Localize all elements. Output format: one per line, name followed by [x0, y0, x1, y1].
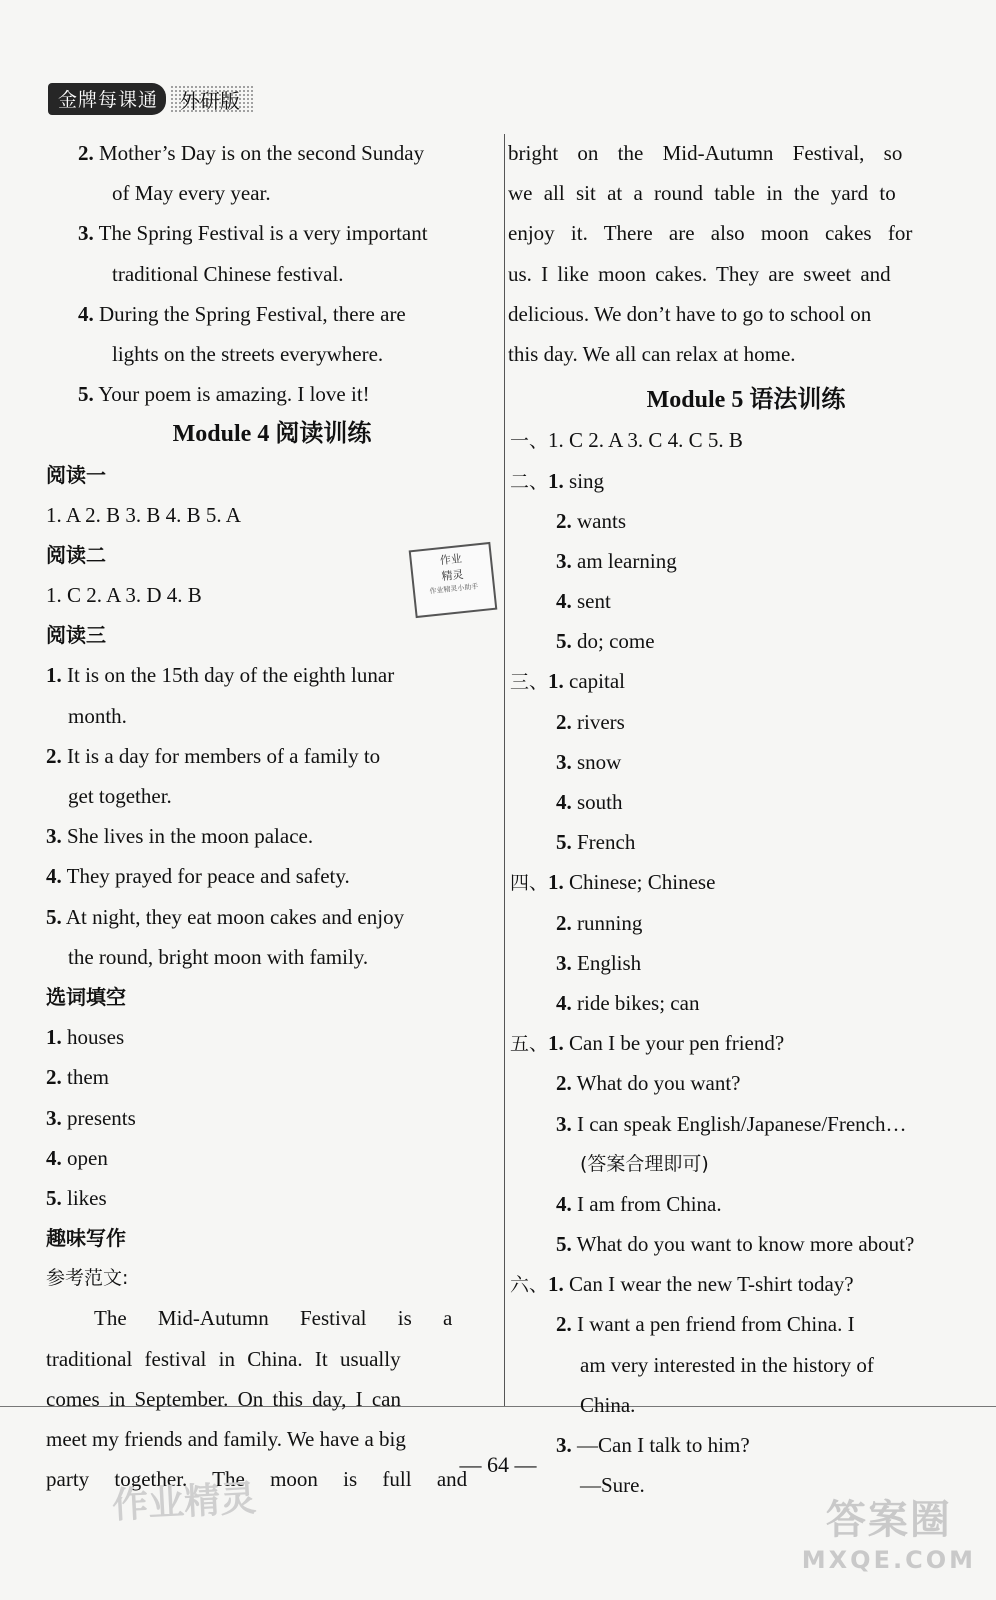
- answer-note: (答案合理即可): [580, 1152, 709, 1175]
- answer-line: 5. At night, they eat moon cakes and enjoy: [46, 904, 405, 929]
- reading2-answers: 1. C 2. A 3. D 4. B: [46, 583, 202, 608]
- answer-line: 3. am learning: [556, 548, 677, 573]
- answer-line: 三、1. capital: [510, 669, 625, 694]
- word-fill-heading: 选词填空: [46, 984, 126, 1009]
- answer-line: 5. What do you want to know more about?: [556, 1232, 915, 1257]
- answer-line: 2. rivers: [556, 709, 625, 734]
- essay-line: this day. We all can relax at home.: [508, 341, 796, 366]
- answer-line: 2. What do you want?: [556, 1071, 741, 1096]
- essay-line: The Mid-Autumn Festival is a: [94, 1306, 453, 1331]
- essay-line: we all sit at a round table in the yard to: [508, 181, 896, 206]
- answer-line: get together.: [68, 784, 172, 808]
- answer-line: —Sure.: [580, 1473, 645, 1498]
- right-column: [508, 133, 972, 1505]
- answer-line: am very interested in the history of: [580, 1352, 874, 1377]
- answer-line: 5. French: [556, 830, 636, 855]
- essay-line: comes in September. On this day, I can: [46, 1386, 401, 1411]
- module5-title: Module 5 语法训练: [646, 387, 846, 414]
- reading1-answers: 1. A 2. B 3. B 4. B 5. A: [46, 502, 241, 527]
- essay-line: us. I like moon cakes. They are sweet and: [508, 261, 891, 286]
- answer-line: 一、1. C 2. A 3. C 4. C 5. B: [510, 428, 743, 453]
- sample-label: 参考范文:: [46, 1267, 129, 1290]
- answer-line: 2. them: [46, 1065, 109, 1090]
- answer-line: 2. I want a pen friend from China. I: [556, 1312, 855, 1337]
- column-divider: [504, 134, 505, 1406]
- answer-line: 4. I am from China.: [556, 1191, 722, 1216]
- watermark-logo: 答案圈 MXQE.COM: [801, 1497, 976, 1574]
- essay-line: traditional festival in China. It usually: [46, 1346, 401, 1371]
- answer-line: of May every year.: [112, 181, 271, 206]
- essay-line: meet my friends and family. We have a big: [46, 1427, 406, 1451]
- answer-line: traditional Chinese festival.: [112, 261, 344, 286]
- answer-line: 五、1. Can I be your pen friend?: [510, 1031, 785, 1056]
- essay-line: bright on the Mid-Autumn Festival, so: [508, 141, 903, 165]
- answer-line: 3. presents: [46, 1105, 136, 1130]
- answer-line: 4. sent: [556, 589, 611, 614]
- page-number: — 64 —: [459, 1452, 537, 1477]
- answer-line: 3. She lives in the moon palace.: [46, 824, 314, 849]
- answer-line: 3. I can speak English/Japanese/French…: [556, 1111, 907, 1136]
- essay-line: delicious. We don’t have to go to school on: [508, 301, 872, 326]
- answer-line: 1. It is on the 15th day of the eighth lunar: [46, 663, 395, 688]
- module4-title: Module 4 阅读训练: [172, 421, 372, 448]
- answer-line: 2. It is a day for members of a family to: [46, 743, 381, 768]
- answer-line: 4. open: [46, 1145, 108, 1170]
- answer-line: lights on the streets everywhere.: [112, 341, 384, 366]
- answer-line: 3. —Can I talk to him?: [556, 1433, 750, 1457]
- answer-line: 5. do; come: [556, 629, 655, 654]
- answer-line: 六、1. Can I wear the new T-shirt today?: [510, 1272, 854, 1297]
- answer-line: China.: [580, 1392, 636, 1417]
- reading1-heading: 阅读一: [46, 462, 106, 487]
- answer-line: 3. English: [556, 950, 642, 975]
- answer-line: 2. wants: [556, 508, 626, 533]
- stamp-logo: 作业 精灵 作业精灵小助手: [409, 542, 498, 618]
- reading2-heading: 阅读二: [46, 542, 106, 567]
- answer-line: 5. likes: [46, 1185, 107, 1210]
- writing-heading: 趣味写作: [46, 1226, 126, 1251]
- reading3-heading: 阅读三: [46, 623, 106, 648]
- answer-line: 1. houses: [46, 1025, 125, 1050]
- answer-line: 4. They prayed for peace and safety.: [46, 864, 350, 889]
- answer-line: the round, bright moon with family.: [68, 944, 369, 969]
- answer-line: month.: [68, 703, 127, 728]
- answer-line: 2. running: [556, 910, 643, 935]
- answer-line: 二、1. sing: [510, 468, 605, 493]
- left-column: [46, 133, 498, 1499]
- answer-line: 3. snow: [556, 749, 622, 774]
- answer-line: 4. During the Spring Festival, there are: [78, 301, 406, 326]
- answer-line: 3. The Spring Festival is a very important: [78, 221, 428, 246]
- answer-line: 4. ride bikes; can: [556, 990, 700, 1015]
- answer-line: 四、1. Chinese; Chinese: [510, 870, 716, 895]
- answer-line: 4. south: [556, 790, 623, 814]
- answer-line: 2. Mother’s Day is on the second Sunday: [78, 141, 425, 165]
- answer-line: 5. Your poem is amazing. I love it!: [78, 382, 370, 407]
- edition-label: 外研版: [170, 85, 254, 114]
- brand-badge: 金牌每课通: [48, 83, 166, 115]
- watermark-left: 作业精灵: [111, 1478, 258, 1527]
- page-header: [48, 84, 254, 114]
- essay-line: party together. The moon is full and: [46, 1467, 468, 1492]
- essay-line: enjoy it. There are also moon cakes for: [508, 221, 913, 246]
